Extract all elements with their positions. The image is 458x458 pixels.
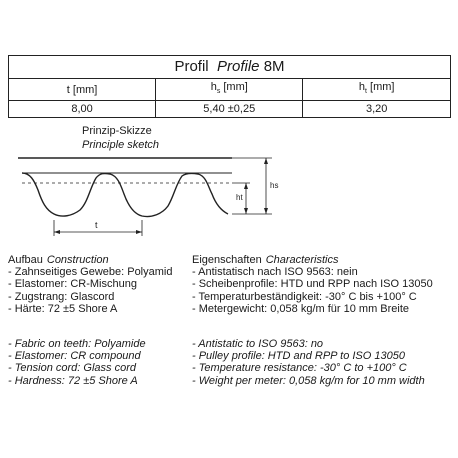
list-item: - Elastomer: CR-Mischung — [8, 278, 137, 291]
label-hs: hs — [270, 181, 279, 190]
value-ht: 3,20 — [303, 101, 451, 118]
list-item: - Temperaturbeständigkeit: -30° C bis +100° C — [192, 290, 417, 303]
profile-title-suffix: 8M — [263, 58, 285, 75]
table-row — [9, 101, 451, 118]
characteristics-en — [192, 338, 425, 387]
header-ht: $h_t$ [mm] — [303, 79, 451, 101]
profile-title — [9, 56, 451, 79]
list-item: - Metergewicht: 0,058 kg/m für 10 mm Breite — [192, 302, 410, 315]
list-item: - Weight per meter: 0,058 kg/m for 10 mm width — [192, 374, 425, 387]
list-item: - Temperature resistance: -30° C to +100° C — [192, 362, 407, 375]
belt-profile-sketch — [0, 150, 458, 250]
list-item: - Zugstrang: Glascord — [8, 290, 115, 303]
profile-title-italic: Profile — [216, 58, 260, 75]
value-t: 8,00 — [9, 101, 156, 118]
profile-title-prefix: Profil — [174, 58, 209, 75]
profile-spec-table — [8, 55, 451, 118]
header-t: t [mm] — [9, 79, 156, 101]
construction-heading: Aufbau Construction — [8, 254, 109, 266]
value-hs: 5,40 ±0,25 — [156, 101, 303, 118]
table-header-row — [9, 79, 451, 101]
list-item: - Elastomer: CR compound — [8, 350, 141, 363]
label-ht: ht — [236, 193, 243, 202]
list-item: - Zahnseitiges Gewebe: Polyamid — [8, 266, 173, 279]
characteristics-heading: Eigenschaften Characteristics — [192, 254, 339, 266]
header-hs: $h_s$ [mm] — [156, 79, 303, 101]
construction-de — [8, 254, 172, 315]
sketch-caption — [82, 124, 159, 152]
list-item: - Fabric on teeth: Polyamide — [8, 338, 146, 350]
sketch-caption-de: Prinzip-Skizze — [82, 125, 152, 137]
list-item: - Pulley profile: HTD and RPP to ISO 13050 — [192, 350, 405, 363]
list-item: - Härte: 72 ±5 Shore A — [8, 302, 118, 315]
list-item: - Hardness: 72 ±5 Shore A — [8, 374, 138, 387]
sketch-caption-en: Principle sketch — [82, 139, 160, 151]
construction-en — [8, 338, 146, 387]
characteristics-de — [192, 254, 433, 315]
list-item: - Tension cord: Glass cord — [8, 362, 136, 375]
list-item: - Scheibenprofile: HTD und RPP nach ISO 13050 — [192, 278, 433, 291]
list-item: - Antistatisch nach ISO 9563: nein — [192, 266, 358, 279]
label-t: t — [95, 220, 98, 230]
list-item: - Antistatic to ISO 9563: no — [192, 338, 324, 350]
belt-teeth-outline — [22, 173, 228, 217]
